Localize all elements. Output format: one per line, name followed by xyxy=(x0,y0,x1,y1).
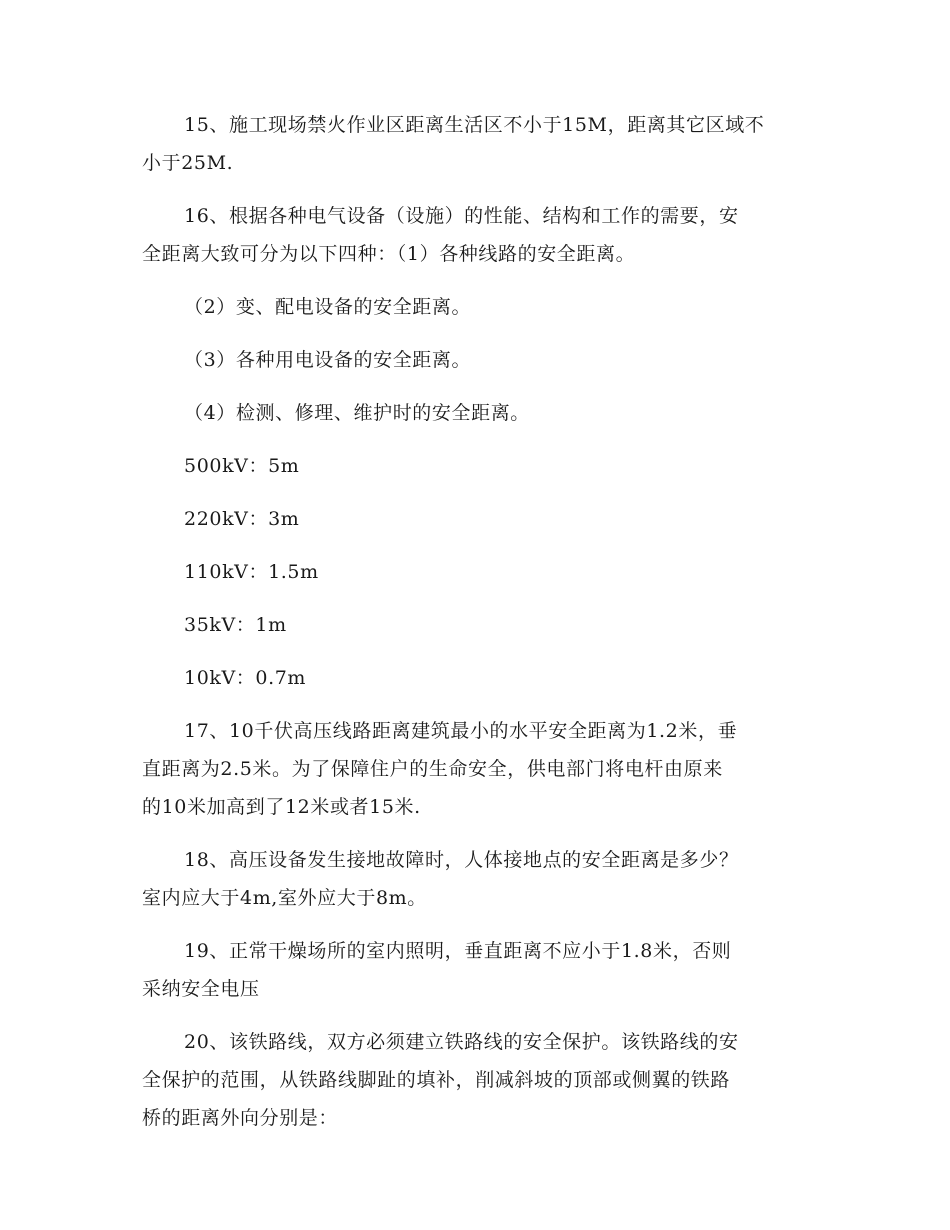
text-line: 16、根据各种电气设备（设施）的性能、结构和工作的需要，安 xyxy=(184,205,739,227)
paragraph-16 xyxy=(142,197,814,273)
text-line: 20、该铁路线，双方必须建立铁路线的安全保护。该铁路线的安 xyxy=(184,1031,739,1053)
paragraph-17 xyxy=(142,712,814,826)
voltage-distance-item: 220kV：3m xyxy=(184,508,300,530)
paragraph-19 xyxy=(142,932,814,1008)
document-body xyxy=(142,106,814,1152)
text-line: 的10米加高到了12米或者15米. xyxy=(142,796,421,818)
voltage-distance-item: 110kV：1.5m xyxy=(184,561,319,583)
voltage-distance-item: 10kV：0.7m xyxy=(184,667,307,689)
text-line: 18、高压设备发生接地故障时，人体接地点的安全距离是多少？ xyxy=(184,849,739,871)
list-item: （4）检测、修理、维护时的安全距离。 xyxy=(184,402,530,424)
text-line: 19、正常干燥场所的室内照明，垂直距离不应小于1.8米，否则 xyxy=(184,940,732,962)
list-item: （3）各种用电设备的安全距离。 xyxy=(184,349,472,371)
list-item: （2）变、配电设备的安全距离。 xyxy=(184,296,472,318)
paragraph-20 xyxy=(142,1023,814,1137)
text-line: 室内应大于4m,室外应大于8m。 xyxy=(142,887,427,909)
voltage-distance-item: 500kV：5m xyxy=(184,455,300,477)
text-line: 全距离大致可分为以下四种：（1）各种线路的安全距离。 xyxy=(142,243,636,265)
paragraph-15 xyxy=(142,106,814,182)
text-line: 直距离为2.5米。为了保障住户的生命安全，供电部门将电杆由原来 xyxy=(142,758,723,780)
text-line: 15、施工现场禁火作业区距离生活区不小于15M，距离其它区域不 xyxy=(184,114,765,136)
voltage-distance-item: 35kV：1m xyxy=(184,614,287,636)
text-line: 桥的距离外向分别是： xyxy=(142,1107,339,1129)
text-line: 小于25M. xyxy=(142,152,234,174)
text-line: 17、10千伏高压线路距离建筑最小的水平安全距离为1.2米，垂 xyxy=(184,720,738,742)
text-line: 采纳安全电压 xyxy=(142,978,260,1000)
paragraph-18 xyxy=(142,841,814,917)
text-line: 全保护的范围，从铁路线脚趾的填补，削减斜坡的顶部或侧翼的铁路 xyxy=(142,1069,731,1091)
